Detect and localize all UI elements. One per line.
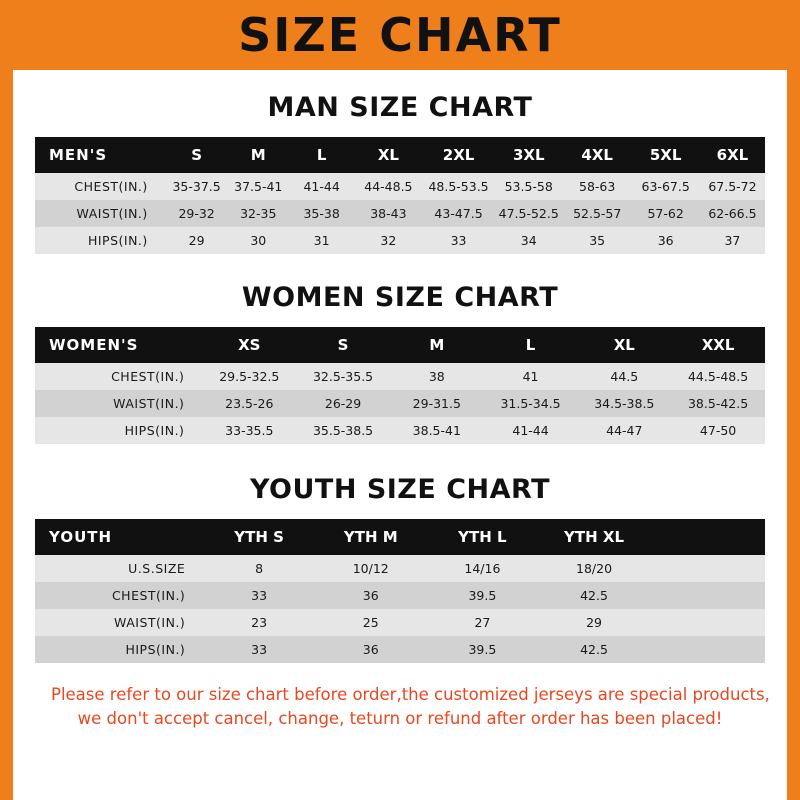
- table-cell: 36: [362, 588, 379, 603]
- table-cell: 18/20: [576, 561, 613, 576]
- column-header: YTH L: [458, 528, 507, 546]
- column-header: S: [337, 336, 349, 354]
- column-header: XL: [613, 336, 635, 354]
- column-header: [650, 519, 765, 555]
- page-title: SIZE CHART: [238, 8, 562, 62]
- column-header: XS: [238, 336, 261, 354]
- table-cell: 31: [313, 233, 330, 248]
- row-label: WAIST(IN.): [76, 206, 148, 221]
- column-header: WOMEN'S: [49, 336, 139, 354]
- table-cell: 30: [250, 233, 267, 248]
- column-header: 6XL: [716, 146, 749, 164]
- table-cell: 62-66.5: [708, 206, 757, 221]
- table-row: [35, 363, 765, 390]
- women-size-table: [35, 327, 765, 444]
- table-row: [35, 417, 765, 444]
- men-size-table: [35, 137, 765, 254]
- column-header: 3XL: [512, 146, 545, 164]
- column-header: 4XL: [581, 146, 613, 164]
- table-cell: 47-50: [699, 423, 737, 438]
- table-cell: 35-38: [303, 206, 340, 221]
- table-cell: 38-43: [370, 206, 407, 221]
- content: [13, 92, 787, 731]
- table-cell: 23: [251, 615, 268, 630]
- table-cell: 27: [474, 615, 491, 630]
- table-cell: 35: [589, 233, 606, 248]
- table-cell: 36: [362, 642, 379, 657]
- footer-note-line-2: we don't accept cancel, change, teturn or refund after order has been placed!: [77, 708, 723, 728]
- row-label: CHEST(IN.): [111, 369, 185, 384]
- table-cell: 29-31.5: [412, 396, 461, 411]
- table-cell: 33: [450, 233, 467, 248]
- table-cell: 8: [255, 561, 264, 576]
- table-cell: 32: [380, 233, 397, 248]
- table-cell: 37.5-41: [234, 179, 283, 194]
- row-label: CHEST(IN.): [111, 588, 186, 603]
- table-cell: 25: [362, 615, 379, 630]
- table-cell: 26-29: [324, 396, 362, 411]
- table-cell: [650, 555, 765, 582]
- table-cell: 57-62: [647, 206, 684, 221]
- table-header-row: [35, 137, 765, 173]
- table-cell: 52.5-57: [573, 206, 622, 221]
- table-row: [35, 390, 765, 417]
- column-header: MEN'S: [49, 146, 108, 164]
- table-cell: 10/12: [352, 561, 389, 576]
- table-cell: 32-35: [240, 206, 277, 221]
- table-header-row: [35, 519, 765, 555]
- table-row: [35, 609, 765, 636]
- column-header: YTH M: [343, 528, 398, 546]
- footer-note-line-1: Please refer to our size chart before order,the customized jerseys are special products,: [51, 685, 770, 704]
- table-row: [35, 200, 765, 227]
- table-cell: 29.5-32.5: [219, 369, 280, 384]
- table-cell: 39.5: [468, 588, 497, 603]
- table-cell: 44.5: [610, 369, 639, 384]
- table-cell: 41-44: [512, 423, 549, 438]
- table-cell: 42.5: [580, 642, 608, 657]
- table-cell: 53.5-58: [504, 179, 553, 194]
- table-cell: 14/16: [464, 561, 501, 576]
- table-cell: 33: [251, 642, 268, 657]
- table-cell: [650, 636, 765, 663]
- row-label: HIPS(IN.): [125, 642, 186, 657]
- table-row: [35, 555, 765, 582]
- table-cell: 44-48.5: [364, 179, 413, 194]
- table-cell: 31.5-34.5: [500, 396, 561, 411]
- column-header: S: [191, 146, 203, 164]
- table-cell: 29-32: [178, 206, 215, 221]
- row-label: WAIST(IN.): [113, 396, 185, 411]
- table-cell: 29: [188, 233, 205, 248]
- table-cell: 34: [520, 233, 537, 248]
- table-cell: 58-63: [579, 179, 616, 194]
- table-cell: 23.5-26: [225, 396, 274, 411]
- table-cell: 33-35.5: [225, 423, 274, 438]
- table-cell: 38.5-41: [412, 423, 461, 438]
- footer-note: [51, 683, 770, 731]
- row-label: HIPS(IN.): [124, 423, 185, 438]
- column-header: YOUTH: [49, 528, 113, 546]
- table-cell: 38: [428, 369, 445, 384]
- table-cell: 43-47.5: [434, 206, 483, 221]
- table-cell: 48.5-53.5: [428, 179, 489, 194]
- column-header: XL: [377, 146, 399, 164]
- row-label: CHEST(IN.): [74, 179, 148, 194]
- column-header: L: [316, 146, 327, 164]
- table-cell: 32.5-35.5: [312, 369, 374, 384]
- table-cell: 33: [251, 588, 268, 603]
- column-header: M: [429, 336, 445, 354]
- column-header: 5XL: [649, 146, 682, 164]
- column-header: XXL: [701, 336, 735, 354]
- table-header-row: [35, 327, 765, 363]
- row-label: WAIST(IN.): [114, 615, 186, 630]
- table-cell: 41: [522, 369, 539, 384]
- column-header: L: [525, 336, 536, 354]
- youth-size-table: [35, 519, 765, 663]
- table-cell: 36: [657, 233, 674, 248]
- table-cell: [650, 582, 765, 609]
- table-cell: [650, 609, 765, 636]
- table-cell: 63-67.5: [641, 179, 690, 194]
- column-header: M: [250, 146, 266, 164]
- men-section-title: MAN SIZE CHART: [267, 92, 533, 123]
- table-cell: 38.5-42.5: [687, 396, 749, 411]
- table-cell: 44.5-48.5: [687, 369, 749, 384]
- header-band: [13, 0, 787, 70]
- table-row: [35, 227, 765, 254]
- table-cell: 42.5: [580, 588, 608, 603]
- column-header: 2XL: [442, 146, 475, 164]
- table-row: [35, 636, 765, 663]
- table-cell: 35-37.5: [172, 179, 221, 194]
- table-cell: 39.5: [468, 642, 497, 657]
- table-cell: 41-44: [303, 179, 340, 194]
- women-section-title: WOMEN SIZE CHART: [241, 282, 559, 313]
- column-header: YTH S: [234, 528, 284, 546]
- row-label: U.S.SIZE: [128, 561, 186, 576]
- table-cell: 47.5-52.5: [498, 206, 559, 221]
- table-cell: 44-47: [606, 423, 643, 438]
- table-row: [35, 173, 765, 200]
- table-cell: 34.5-38.5: [594, 396, 655, 411]
- table-cell: 37: [724, 233, 741, 248]
- youth-section-title: YOUTH SIZE CHART: [249, 474, 551, 505]
- column-header: YTH XL: [564, 528, 625, 546]
- row-label: HIPS(IN.): [87, 233, 148, 248]
- table-cell: 67.5-72: [708, 179, 757, 194]
- table-cell: 29: [586, 615, 602, 630]
- table-row: [35, 582, 765, 609]
- table-cell: 35.5-38.5: [312, 423, 374, 438]
